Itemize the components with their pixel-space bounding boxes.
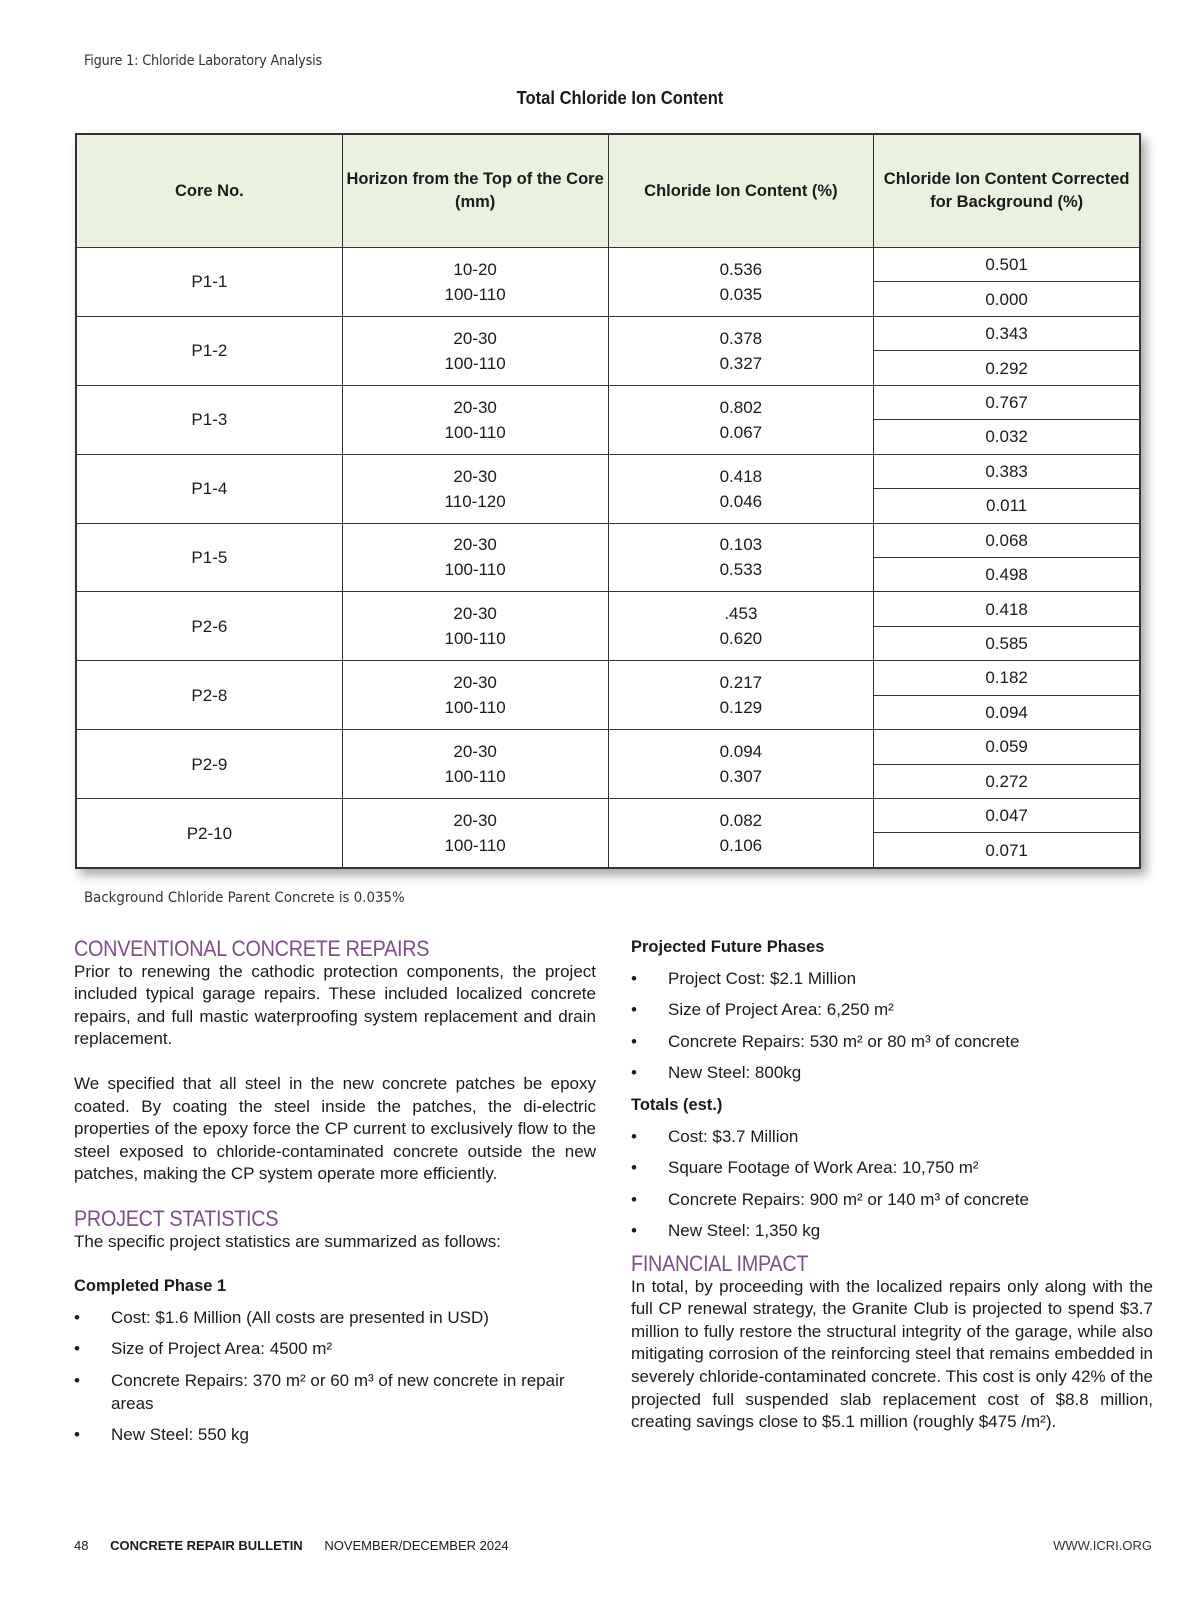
table-row: [77, 661, 1140, 695]
content-cell: [608, 248, 874, 317]
content-value: 0.046: [719, 491, 763, 511]
core-cell: P1-2: [77, 316, 343, 385]
table-row: [77, 523, 1140, 557]
table-body: [77, 248, 1140, 868]
bullet-icon: •: [74, 1339, 80, 1359]
content-cell: [608, 661, 874, 730]
content-value: 0.094: [719, 742, 763, 762]
issue-date: NOVEMBER/DECEMBER 2024: [324, 1538, 509, 1553]
list-item: • Size of Project Area: 4500 m²: [74, 1338, 596, 1361]
bullet-icon: •: [631, 1158, 637, 1178]
core-cell: P1-3: [77, 385, 343, 454]
corrected-cell: 0.094: [874, 695, 1140, 729]
financial-paragraph: In total, by proceeding with the localized repairs only along with the full CP renewal strategy, the Granite Club is projected to spend $3.7 million to fully restore the structural integrity of the garage, while also mitigating corrosion of the reinforcing steel that remains embedded in severely chloride-contaminated concrete. This cost is only 42% of the projected full suspended slab replacement cost of $8.8 million, creating savings close to $5.1 million (roughly $475 /m²).: [631, 1276, 1153, 1432]
financial-impact-heading: FINANCIAL IMPACT: [631, 1250, 809, 1276]
horizon-cell: [342, 385, 608, 454]
totals-heading: Totals (est.): [631, 1095, 723, 1114]
bullet-icon: •: [631, 1063, 637, 1083]
future-phases-heading: Projected Future Phases: [631, 938, 825, 956]
horizon-value: 100-110: [444, 560, 506, 580]
conventional-paragraph-1: Prior to renewing the cathodic protection components, the project included typical garage repairs. These included localized concrete repairs, and full mastic waterproofing system replacement and drain replacement.: [74, 961, 596, 1049]
corrected-cell: 0.071: [874, 833, 1140, 868]
list-item: • New Steel: 1,350 kg: [631, 1220, 1153, 1243]
page-number: 48: [74, 1538, 89, 1553]
horizon-value: 100-110: [444, 698, 506, 718]
horizon-value: 20-30: [453, 535, 497, 555]
table-row: [77, 730, 1140, 764]
horizon-value: 10-20: [453, 259, 497, 279]
background-note: Background Chloride Parent Concrete is 0.035%: [84, 890, 405, 906]
footer-left: [74, 1538, 509, 1553]
horizon-value: 100-110: [444, 629, 506, 649]
corrected-cell: 0.292: [874, 351, 1140, 385]
horizon-value: 100-110: [444, 422, 506, 442]
corrected-cell: 0.418: [874, 592, 1140, 626]
list-item: • Concrete Repairs: 900 m² or 140 m³ of concrete: [631, 1189, 1153, 1212]
table-row: [77, 248, 1140, 282]
content-value: 0.106: [719, 836, 763, 855]
corrected-cell: 0.343: [874, 316, 1140, 350]
list-item: • New Steel: 800kg: [631, 1062, 1153, 1085]
content-cell: [608, 385, 874, 454]
horizon-value: 20-30: [453, 466, 497, 486]
content-value: 0.327: [719, 353, 763, 373]
horizon-cell: [342, 248, 608, 317]
horizon-value: 20-30: [453, 673, 497, 693]
horizon-value: 100-110: [444, 353, 506, 373]
bullet-icon: •: [74, 1425, 80, 1445]
table-row: [77, 316, 1140, 350]
content-cell: [608, 592, 874, 661]
bullet-icon: •: [631, 1000, 637, 1020]
table-title: Total Chloride Ion Content: [516, 88, 724, 108]
bullet-icon: •: [631, 1031, 637, 1051]
corrected-cell: 0.501: [874, 248, 1140, 282]
core-cell: P2-10: [77, 799, 343, 868]
content-value: 0.082: [719, 811, 763, 830]
header-core-no: Core No.: [77, 135, 343, 248]
corrected-cell: 0.272: [874, 764, 1140, 798]
future-phases-list: [631, 968, 1153, 1085]
list-item: • Concrete Repairs: 530 m² or 80 m³ of concrete: [631, 1031, 1153, 1054]
horizon-cell: [342, 592, 608, 661]
horizon-value: 20-30: [453, 328, 497, 348]
content-value: 0.217: [719, 673, 763, 693]
bullet-icon: •: [631, 968, 637, 988]
corrected-cell: 0.383: [874, 454, 1140, 488]
content-cell: [608, 730, 874, 799]
bullet-icon: •: [74, 1307, 80, 1327]
corrected-cell: 0.498: [874, 557, 1140, 591]
table-row: [77, 385, 1140, 419]
phase1-list: [74, 1307, 596, 1447]
corrected-cell: 0.068: [874, 523, 1140, 557]
content-value: .453: [724, 604, 758, 624]
header-corrected-content: Chloride Ion Content Corrected for Background (%): [874, 135, 1140, 248]
corrected-cell: 0.182: [874, 661, 1140, 695]
content-value: 0.067: [719, 422, 763, 442]
corrected-cell: 0.032: [874, 420, 1140, 454]
corrected-cell: 0.585: [874, 626, 1140, 660]
content-value: 0.103: [719, 535, 763, 555]
horizon-value: 20-30: [453, 397, 497, 417]
corrected-cell: 0.767: [874, 385, 1140, 419]
project-statistics-heading: PROJECT STATISTICS: [74, 1205, 279, 1231]
horizon-value: 100-110: [444, 836, 506, 855]
horizon-value: 20-30: [453, 604, 497, 624]
core-cell: P2-6: [77, 592, 343, 661]
list-item: • Project Cost: $2.1 Million: [631, 968, 1153, 991]
horizon-cell: [342, 316, 608, 385]
bullet-icon: •: [631, 1189, 637, 1209]
horizon-value: 110-120: [444, 491, 506, 511]
content-value: 0.533: [719, 560, 763, 580]
phase1-heading: Completed Phase 1: [74, 1277, 227, 1296]
bullet-icon: •: [631, 1221, 637, 1241]
horizon-cell: [342, 661, 608, 730]
list-item: • Size of Project Area: 6,250 m²: [631, 999, 1153, 1022]
horizon-value: 100-110: [444, 767, 506, 787]
chloride-table-container: [75, 133, 1141, 869]
table-row: [77, 592, 1140, 626]
core-cell: P1-4: [77, 454, 343, 523]
table-header-row: [77, 135, 1140, 248]
right-column: [631, 936, 1153, 1434]
content-value: 0.129: [719, 698, 763, 718]
core-cell: P2-9: [77, 730, 343, 799]
list-item: • Concrete Repairs: 370 m² or 60 m³ of new concrete in repair areas: [74, 1370, 565, 1413]
publication-name: CONCRETE REPAIR BULLETIN: [110, 1538, 303, 1553]
table-row: [77, 799, 1140, 833]
content-value: 0.378: [719, 328, 763, 348]
chloride-table: [76, 134, 1140, 868]
list-item: • Cost: $3.7 Million: [631, 1126, 1153, 1149]
corrected-cell: 0.000: [874, 282, 1140, 316]
content-value: 0.802: [719, 397, 763, 417]
content-cell: [608, 454, 874, 523]
horizon-value: 20-30: [453, 811, 497, 830]
bullet-icon: •: [74, 1370, 80, 1390]
conventional-repairs-heading: CONVENTIONAL CONCRETE REPAIRS: [74, 936, 430, 961]
content-value: 0.418: [719, 466, 763, 486]
bullet-icon: •: [631, 1126, 637, 1146]
left-column: [74, 938, 596, 1447]
corrected-cell: 0.059: [874, 730, 1140, 764]
content-cell: [608, 523, 874, 592]
core-cell: P1-5: [77, 523, 343, 592]
corrected-cell: 0.011: [874, 489, 1140, 523]
core-cell: P1-1: [77, 248, 343, 317]
corrected-cell: 0.047: [874, 799, 1140, 833]
content-value: 0.536: [719, 259, 763, 279]
content-value: 0.307: [719, 767, 763, 787]
header-horizon: Horizon from the Top of the Core (mm): [342, 135, 608, 248]
figure-caption: Figure 1: Chloride Laboratory Analysis: [84, 53, 323, 69]
header-chloride-content: Chloride Ion Content (%): [608, 135, 874, 248]
statistics-intro: The specific project statistics are summarized as follows:: [74, 1231, 502, 1251]
conventional-paragraph-2: We specified that all steel in the new concrete patches be epoxy coated. By coating the steel inside the patches, the di-electric properties of the epoxy force the CP current to exclusively flow to the steel exposed to chloride-contaminated concrete outside the new patches, making the CP system operate more efficiently.: [74, 1073, 596, 1184]
totals-list: [631, 1126, 1153, 1243]
content-cell: [608, 799, 874, 868]
core-cell: P2-8: [77, 661, 343, 730]
website-link[interactable]: WWW.ICRI.ORG: [1053, 1538, 1152, 1553]
horizon-value: 20-30: [453, 742, 497, 762]
list-item: • Square Footage of Work Area: 10,750 m²: [631, 1157, 1153, 1180]
horizon-cell: [342, 454, 608, 523]
horizon-cell: [342, 730, 608, 799]
list-item: • New Steel: 550 kg: [74, 1424, 596, 1447]
table-row: [77, 454, 1140, 488]
horizon-cell: [342, 523, 608, 592]
horizon-cell: [342, 799, 608, 868]
content-value: 0.035: [719, 284, 763, 304]
horizon-value: 100-110: [444, 284, 506, 304]
content-cell: [608, 316, 874, 385]
list-item: • Cost: $1.6 Million (All costs are presented in USD): [74, 1307, 596, 1330]
content-value: 0.620: [719, 629, 763, 649]
